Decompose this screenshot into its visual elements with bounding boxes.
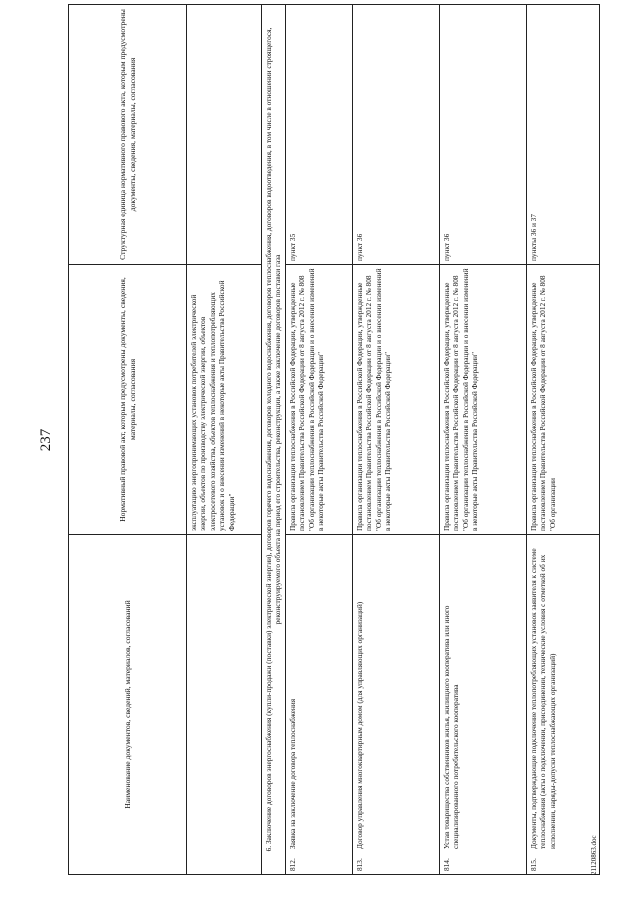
- row-document-text: Документы, подтверждающие подключение теплопотребляющих установок заявителя к системе теплоснабжения (акты о подключении, присоединении, технические условия с отметкой об их исполнении, наряды-допуски теплоснабжающих организаций): [528, 548, 557, 849]
- cell-document-name: [285, 535, 352, 875]
- cell-empty: [187, 535, 262, 875]
- table-row: [526, 5, 599, 875]
- row-number: 814.: [441, 858, 451, 871]
- header-legal-act: Нормативный правовой акт, которым предусмотрены документы, сведения, материалы, согласования: [69, 265, 187, 535]
- table-row: [439, 5, 526, 875]
- row-document-text: Заявка на заключение договора теплоснабжения: [287, 698, 297, 849]
- cell-legal-act-continuation: эксплуатацию энергопринимающих установок потребителей электрической энергии, объектов по производству электрической энергии, объектов электросетевого хозяйства, объектов теплоснабжения и теплопотребляющих установок и о внесении изменений в некоторые акты Правительства Российской Федерации": [187, 265, 262, 535]
- header-documents: Наименование документов, сведений, материалов, согласований: [69, 535, 187, 875]
- table-header-row: [69, 5, 187, 875]
- table-row: [285, 5, 352, 875]
- cell-document-name: [526, 535, 599, 875]
- header-structural-unit: Структурная единица нормативного правового акта, которым предусмотрены документы, сведения, материалы, согласования: [69, 5, 187, 265]
- cell-legal-act: Правила организации теплоснабжения в Российской Федерации, утвержденные постановлением Правительства Российской Федерации от 8 августа 2012 г. № 808 "Об организации: [526, 265, 599, 535]
- row-number: 813.: [354, 858, 364, 871]
- cell-empty: [187, 5, 262, 265]
- cell-document-name: [352, 535, 439, 875]
- cell-legal-act: Правила организации теплоснабжения в Российской Федерации, утвержденные постановлением Правительства Российской Федерации от 8 августа 2012 г. № 808 "Об организации теплоснабжения в Российской Федерации и о внесении изменений в некоторые акты Правительства Российской Федерации": [285, 265, 352, 535]
- cell-legal-act: Правила организации теплоснабжения в Российской Федерации, утвержденные постановлением Правительства Российской Федерации от 8 августа 2012 г. № 808 "Об организации теплоснабжения в Российской Федерации и о внесении изменений в некоторые акты Правительства Российской Федерации": [352, 265, 439, 535]
- footer-filename: 21120863.doc: [590, 835, 598, 875]
- section-row: [262, 5, 286, 875]
- row-number: 815.: [528, 858, 538, 871]
- row-document-text: Договор управления многоквартирным домом (для управляющих организаций): [354, 601, 364, 849]
- cell-structural-unit: пункт 36: [439, 5, 526, 265]
- table-row-continuation: [187, 5, 262, 875]
- cell-legal-act: Правила организации теплоснабжения в Российской Федерации, утвержденные постановлением Правительства Российской Федерации от 8 августа 2012 г. № 808 "Об организации теплоснабжения в Российской Федерации и о внесении изменений в некоторые акты Правительства Российской Федерации": [439, 265, 526, 535]
- cell-structural-unit: пункт 36: [352, 5, 439, 265]
- cell-structural-unit: пункты 36 и 37: [526, 5, 599, 265]
- section-heading: 6. Заключение договоров энергоснабжения (купли-продажи (поставки) электрической энергии), договоров горячего водоснабжения, договоров холодного водоснабжения, договоров теплоснабжения, договоров водоотведения, в том числе в отношении строящегося, реконструируемого объекта на период его строительства, реконструкции, а также заключение договоров поставки газа: [262, 5, 286, 875]
- rotated-content: [30, 5, 610, 875]
- cell-structural-unit: пункт 35: [285, 5, 352, 265]
- page-number: 237: [38, 428, 54, 452]
- table-row: [352, 5, 439, 875]
- row-number: 812.: [287, 858, 297, 871]
- row-document-text: Устав товарищества собственников жилья, жилищного кооператива или иного специализированного потребительского кооператива: [441, 605, 461, 849]
- requirements-table: [68, 4, 600, 875]
- cell-document-name: [439, 535, 526, 875]
